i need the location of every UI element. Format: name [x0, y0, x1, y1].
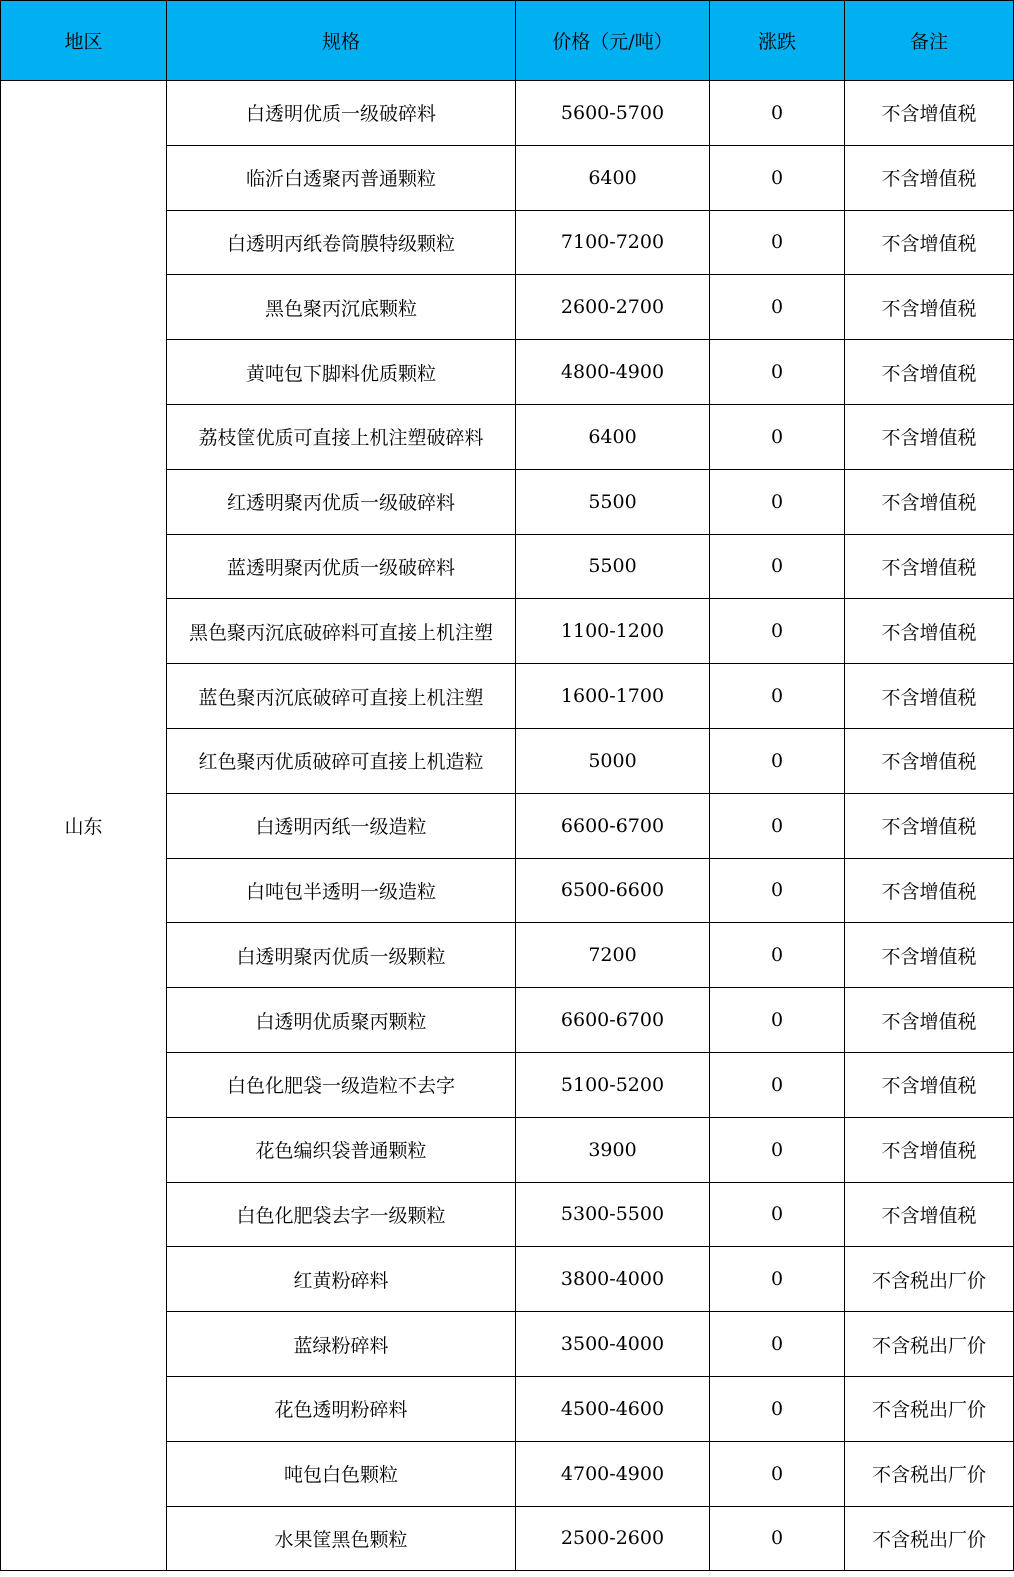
header-change: 涨跌	[710, 1, 845, 81]
change-cell: 0	[710, 599, 845, 664]
table-header	[1, 1, 1014, 81]
price-cell: 5300-5500	[516, 1182, 710, 1247]
header-price: 价格（元/吨）	[516, 1, 710, 81]
change-cell: 0	[710, 664, 845, 729]
note-cell: 不含增值税	[845, 1052, 1014, 1117]
header-spec: 规格	[167, 1, 516, 81]
spec-cell: 荔枝筐优质可直接上机注塑破碎料	[167, 404, 516, 469]
header-row	[1, 1, 1014, 81]
spec-cell: 白色化肥袋去字一级颗粒	[167, 1182, 516, 1247]
change-cell: 0	[710, 1441, 845, 1506]
change-cell: 0	[710, 728, 845, 793]
note-cell: 不含增值税	[845, 404, 1014, 469]
change-cell: 0	[710, 145, 845, 210]
note-cell: 不含增值税	[845, 599, 1014, 664]
spec-cell: 白透明优质一级破碎料	[167, 81, 516, 146]
change-cell: 0	[710, 275, 845, 340]
price-cell: 5100-5200	[516, 1052, 710, 1117]
note-cell: 不含增值税	[845, 988, 1014, 1053]
price-cell: 5500	[516, 534, 710, 599]
price-cell: 5500	[516, 469, 710, 534]
spec-cell: 水果筐黑色颗粒	[167, 1506, 516, 1571]
spec-cell: 花色编织袋普通颗粒	[167, 1117, 516, 1182]
change-cell: 0	[710, 1312, 845, 1377]
spec-cell: 白色化肥袋一级造粒不去字	[167, 1052, 516, 1117]
note-cell: 不含税出厂价	[845, 1376, 1014, 1441]
price-cell: 4800-4900	[516, 340, 710, 405]
price-cell: 6600-6700	[516, 988, 710, 1053]
note-cell: 不含增值税	[845, 81, 1014, 146]
note-cell: 不含税出厂价	[845, 1312, 1014, 1377]
price-cell: 4700-4900	[516, 1441, 710, 1506]
price-cell: 3900	[516, 1117, 710, 1182]
spec-cell: 白透明聚丙优质一级颗粒	[167, 923, 516, 988]
header-region: 地区	[1, 1, 167, 81]
change-cell: 0	[710, 1376, 845, 1441]
change-cell: 0	[710, 1182, 845, 1247]
change-cell: 0	[710, 340, 845, 405]
note-cell: 不含增值税	[845, 728, 1014, 793]
spec-cell: 红色聚丙优质破碎可直接上机造粒	[167, 728, 516, 793]
note-cell: 不含增值税	[845, 923, 1014, 988]
price-cell: 6400	[516, 145, 710, 210]
spec-cell: 黑色聚丙沉底破碎料可直接上机注塑	[167, 599, 516, 664]
note-cell: 不含税出厂价	[845, 1247, 1014, 1312]
price-cell: 4500-4600	[516, 1376, 710, 1441]
change-cell: 0	[710, 793, 845, 858]
change-cell: 0	[710, 923, 845, 988]
spec-cell: 红黄粉碎料	[167, 1247, 516, 1312]
region-cell: 山东	[1, 81, 167, 1571]
change-cell: 0	[710, 1506, 845, 1571]
spec-cell: 黑色聚丙沉底颗粒	[167, 275, 516, 340]
note-cell: 不含税出厂价	[845, 1441, 1014, 1506]
note-cell: 不含增值税	[845, 340, 1014, 405]
change-cell: 0	[710, 404, 845, 469]
note-cell: 不含增值税	[845, 275, 1014, 340]
note-cell: 不含增值税	[845, 534, 1014, 599]
spec-cell: 黄吨包下脚料优质颗粒	[167, 340, 516, 405]
spec-cell: 白吨包半透明一级造粒	[167, 858, 516, 923]
price-cell: 7200	[516, 923, 710, 988]
change-cell: 0	[710, 210, 845, 275]
table-row	[1, 81, 1014, 146]
change-cell: 0	[710, 858, 845, 923]
price-cell: 7100-7200	[516, 210, 710, 275]
note-cell: 不含税出厂价	[845, 1506, 1014, 1571]
note-cell: 不含增值税	[845, 793, 1014, 858]
change-cell: 0	[710, 534, 845, 599]
note-cell: 不含增值税	[845, 145, 1014, 210]
note-cell: 不含增值税	[845, 664, 1014, 729]
spec-cell: 蓝色聚丙沉底破碎可直接上机注塑	[167, 664, 516, 729]
change-cell: 0	[710, 469, 845, 534]
spec-cell: 白透明优质聚丙颗粒	[167, 988, 516, 1053]
spec-cell: 蓝透明聚丙优质一级破碎料	[167, 534, 516, 599]
price-cell: 6600-6700	[516, 793, 710, 858]
change-cell: 0	[710, 1052, 845, 1117]
table-body	[1, 81, 1014, 1571]
price-cell: 3500-4000	[516, 1312, 710, 1377]
price-cell: 5000	[516, 728, 710, 793]
price-cell: 2500-2600	[516, 1506, 710, 1571]
price-cell: 6400	[516, 404, 710, 469]
spec-cell: 临沂白透聚丙普通颗粒	[167, 145, 516, 210]
change-cell: 0	[710, 988, 845, 1053]
price-cell: 1100-1200	[516, 599, 710, 664]
price-cell: 5600-5700	[516, 81, 710, 146]
spec-cell: 红透明聚丙优质一级破碎料	[167, 469, 516, 534]
note-cell: 不含增值税	[845, 858, 1014, 923]
spec-cell: 蓝绿粉碎料	[167, 1312, 516, 1377]
price-cell: 2600-2700	[516, 275, 710, 340]
change-cell: 0	[710, 1117, 845, 1182]
note-cell: 不含增值税	[845, 210, 1014, 275]
price-cell: 1600-1700	[516, 664, 710, 729]
price-cell: 6500-6600	[516, 858, 710, 923]
price-cell: 3800-4000	[516, 1247, 710, 1312]
header-note: 备注	[845, 1, 1014, 81]
note-cell: 不含增值税	[845, 1182, 1014, 1247]
change-cell: 0	[710, 81, 845, 146]
spec-cell: 白透明丙纸一级造粒	[167, 793, 516, 858]
spec-cell: 花色透明粉碎料	[167, 1376, 516, 1441]
note-cell: 不含增值税	[845, 469, 1014, 534]
spec-cell: 白透明丙纸卷筒膜特级颗粒	[167, 210, 516, 275]
change-cell: 0	[710, 1247, 845, 1312]
note-cell: 不含增值税	[845, 1117, 1014, 1182]
spec-cell: 吨包白色颗粒	[167, 1441, 516, 1506]
